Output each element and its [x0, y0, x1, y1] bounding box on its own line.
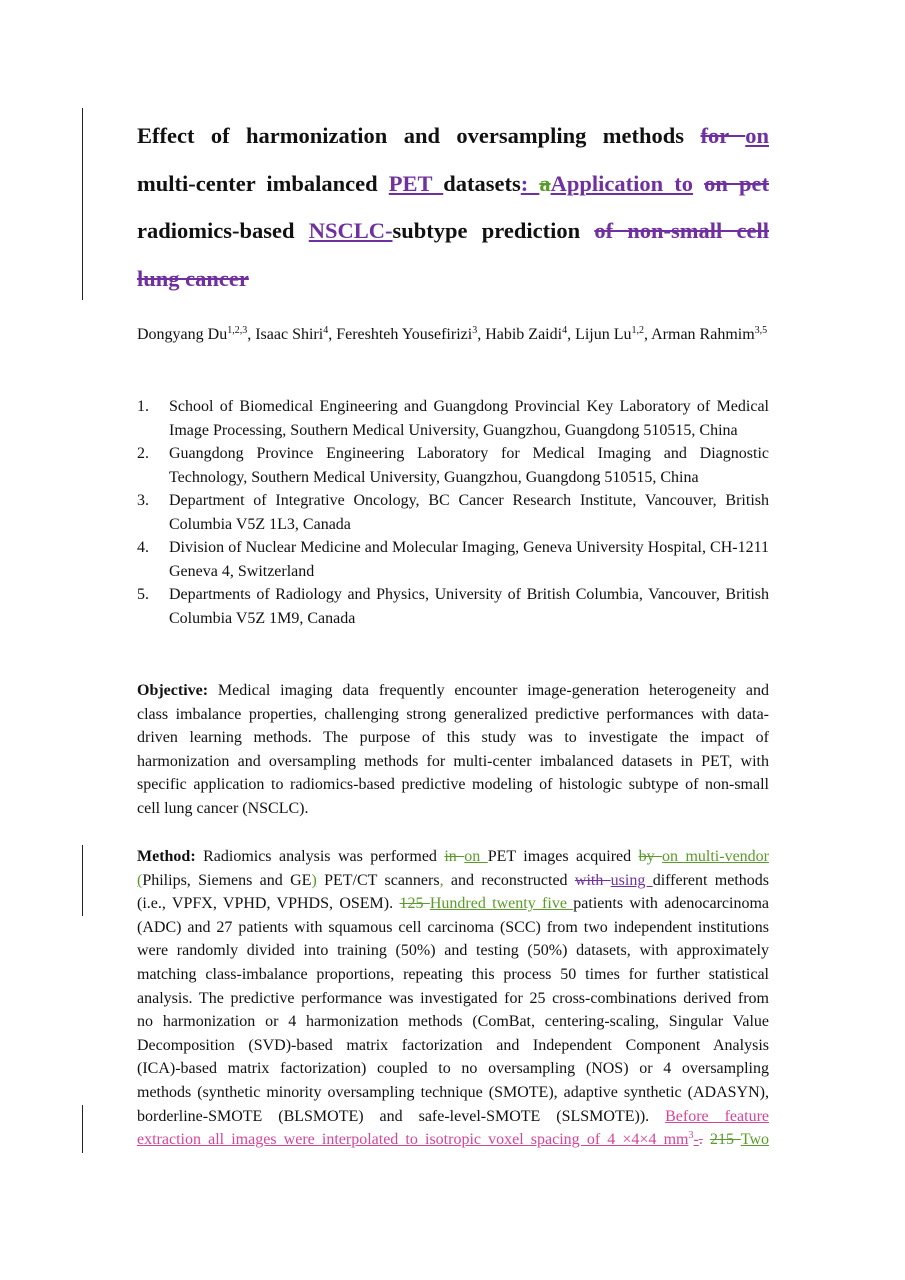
author — [575, 326, 651, 343]
deleted-text: of non-small cell — [594, 218, 769, 243]
change-bar — [82, 108, 83, 300]
text-line — [137, 1128, 769, 1152]
author — [651, 326, 767, 343]
affiliation-text: Division of Nuclear Medicine and Molecular Imaging, Geneva University Hospital, CH-1211 Geneva 4, Switzerland — [169, 539, 769, 580]
superscript: 3 — [688, 1130, 694, 1142]
inserted-text: on — [745, 123, 769, 148]
inserted-text: using — [610, 871, 653, 889]
inserted-text: - — [693, 1131, 699, 1149]
author-separator: , — [477, 326, 486, 343]
author-affiliation-mark: 1,2 — [631, 325, 644, 336]
paragraph-text: different methods — [652, 871, 770, 889]
affiliation-item — [137, 583, 769, 630]
text-line — [137, 845, 769, 869]
affiliation-number: 3. — [137, 492, 149, 509]
author-affiliation-mark: 1,2,3 — [227, 325, 248, 336]
text-line: Decomposition (SVD)-based matrix factorization and Independent Component Analysis — [137, 1036, 769, 1054]
inserted-text: Two — [740, 1131, 770, 1149]
text-line: class imbalance properties, challenging strong generalized predictive performances with data- — [137, 705, 769, 723]
affiliation-item — [137, 442, 769, 489]
inserted-text: ( — [137, 871, 143, 889]
inserted-text: extraction all images were interpolated to isotropic voxel spacing of 4 ×4×4 mm — [137, 1131, 689, 1149]
deleted-text: by — [638, 848, 663, 865]
title-text — [693, 171, 704, 196]
deleted-text: 215 — [709, 1131, 741, 1149]
affiliation-text: Department of Integrative Oncology, BC Cancer Research Institute, Vancouver, British Columbia V5Z 1L3, Canada — [169, 492, 769, 533]
paragraph-text — [703, 1131, 710, 1148]
inserted-text: ) — [311, 871, 317, 889]
author — [336, 326, 485, 343]
affiliation-text: Guangdong Province Engineering Laboratory for Medical Imaging and Diagnostic Technology, Southern Medical University, Guangzhou, Guangdong 510515, China — [169, 445, 769, 486]
inserted-text: Application to — [550, 170, 693, 196]
text-line: were randomly divided into training (50%) and testing (50%) datasets, with approximately — [137, 942, 769, 960]
title-text: Effect of harmonization and oversampling methods — [137, 123, 701, 148]
paragraph-text: and reconstructed — [443, 871, 575, 889]
author-affiliation-mark: 3 — [472, 325, 478, 336]
deleted-text: in — [444, 848, 465, 865]
title-text: multi-center imbalanced — [137, 170, 389, 196]
inserted-text: on multi-vendor — [662, 848, 770, 865]
inserted-text: : — [520, 170, 540, 196]
text-line: matching class-imbalance proportions, repeating this process 50 times for further statistical — [137, 965, 769, 983]
text-line: analysis. The predictive performance was investigated for 25 cross-combinations derived from — [137, 989, 769, 1007]
deleted-text: lung cancer — [137, 265, 249, 291]
text-line: cell lung cancer (NSCLC). — [137, 799, 309, 817]
inserted-text: , — [439, 871, 444, 889]
paragraph-text: borderline-SMOTE (BLSMOTE) and safe-level-SMOTE (SLSMOTE)). — [137, 1107, 666, 1125]
title-line — [137, 112, 769, 160]
author — [485, 326, 575, 343]
author-name: Arman Rahmim — [651, 326, 755, 343]
text-line — [137, 869, 769, 893]
author-list — [137, 323, 769, 347]
objective-paragraph — [137, 679, 769, 821]
title-line — [137, 160, 769, 208]
affiliation-text: Departments of Radiology and Physics, University of British Columbia, Vancouver, British Columbia V5Z 1M9, Canada — [169, 586, 769, 627]
text-line — [137, 679, 769, 703]
deleted-text: with — [574, 871, 611, 889]
author-separator: , — [328, 326, 337, 343]
affiliation-text: School of Biomedical Engineering and Guangdong Provincial Key Laboratory of Medical Image Processing, Southern Medical University, Guangzhou, Guangdong 510515, China — [169, 398, 769, 439]
text-line: (ICA)-based matrix factorization) coupled to no oversampling (NOS) or 4 oversampling — [137, 1060, 769, 1078]
affiliation-number: 4. — [137, 539, 149, 556]
inserted-text: Hundred twenty five — [429, 895, 574, 913]
deleted-text: for — [700, 123, 746, 148]
text-line: no harmonization or 4 harmonization methods (ComBat, centering-scaling, Singular Value — [137, 1013, 769, 1031]
method-label: Method: — [137, 848, 196, 865]
change-bar — [82, 1105, 83, 1153]
text-line — [137, 892, 769, 916]
text-line — [137, 1105, 769, 1129]
affiliation-item — [137, 395, 769, 442]
paragraph-text: (i.e., VPFX, VPHD, VPHDS, OSEM). — [137, 895, 400, 913]
affiliation-number: 5. — [137, 586, 149, 603]
author-name: Habib Zaidi — [485, 326, 563, 343]
paragraph-text: Philips, Siemens and GE — [142, 871, 312, 889]
author-affiliation-mark: 4 — [323, 325, 329, 336]
inserted-text: Before feature — [665, 1107, 769, 1125]
author — [255, 326, 336, 343]
change-bar — [82, 845, 83, 916]
paragraph-text: Radiomics analysis was performed — [195, 848, 445, 865]
author-name: Lijun Lu — [575, 326, 632, 343]
affiliation-list — [137, 395, 769, 630]
objective-label: Objective: — [137, 682, 209, 699]
paragraph-text: patients with adenocarcinoma — [573, 895, 770, 913]
paragraph-text: PET images acquired — [487, 848, 639, 865]
title-text: radiomics-based — [137, 218, 309, 243]
author — [137, 326, 255, 343]
affiliation-number: 2. — [137, 445, 149, 462]
text-line: methods (synthetic minority oversampling technique (SMOTE), adaptive synthetic (ADASYN), — [137, 1083, 769, 1101]
author-affiliation-mark: 4 — [562, 325, 568, 336]
title-text: subtype prediction — [392, 218, 595, 243]
inserted-text: NSCLC- — [308, 218, 393, 243]
text-line: driven learning methods. The purpose of this study was to investigate the impact of — [137, 729, 769, 747]
affiliation-item — [137, 536, 769, 583]
inserted-text: PET — [388, 170, 444, 196]
author-separator: , — [567, 326, 576, 343]
deleted-text: on pet — [704, 170, 769, 196]
paragraph-text: Medical imaging data frequently encounter image-generation heterogeneity and — [208, 682, 769, 699]
author-affiliation-mark: 3,5 — [754, 325, 768, 336]
author-separator: , — [247, 326, 256, 343]
paper-title — [137, 112, 769, 302]
title-text: datasets — [443, 170, 521, 196]
deleted-text: . — [698, 1131, 703, 1149]
method-paragraph — [137, 845, 769, 1152]
deleted-text: a — [539, 170, 551, 196]
affiliation-number: 1. — [137, 398, 149, 415]
deleted-text: 125 — [399, 895, 430, 913]
inserted-text: on — [464, 848, 488, 865]
text-line: (ADC) and 27 patients with squamous cell carcinoma (SCC) from two independent institutions — [137, 918, 769, 936]
title-line — [137, 255, 769, 303]
author-name: Fereshteh Yousefirizi — [336, 326, 473, 343]
title-line — [137, 207, 769, 255]
text-line: harmonization and oversampling methods for multi-center imbalanced datasets in PET, with — [137, 752, 769, 770]
affiliation-item — [137, 489, 769, 536]
author-separator: , — [644, 326, 652, 343]
paragraph-text: PET/CT scanners — [316, 871, 440, 889]
text-line: specific application to radiomics-based predictive modeling of histologic subtype of non-small — [137, 776, 769, 794]
author-name: Dongyang Du — [137, 326, 228, 343]
author-name: Isaac Shiri — [255, 326, 324, 343]
